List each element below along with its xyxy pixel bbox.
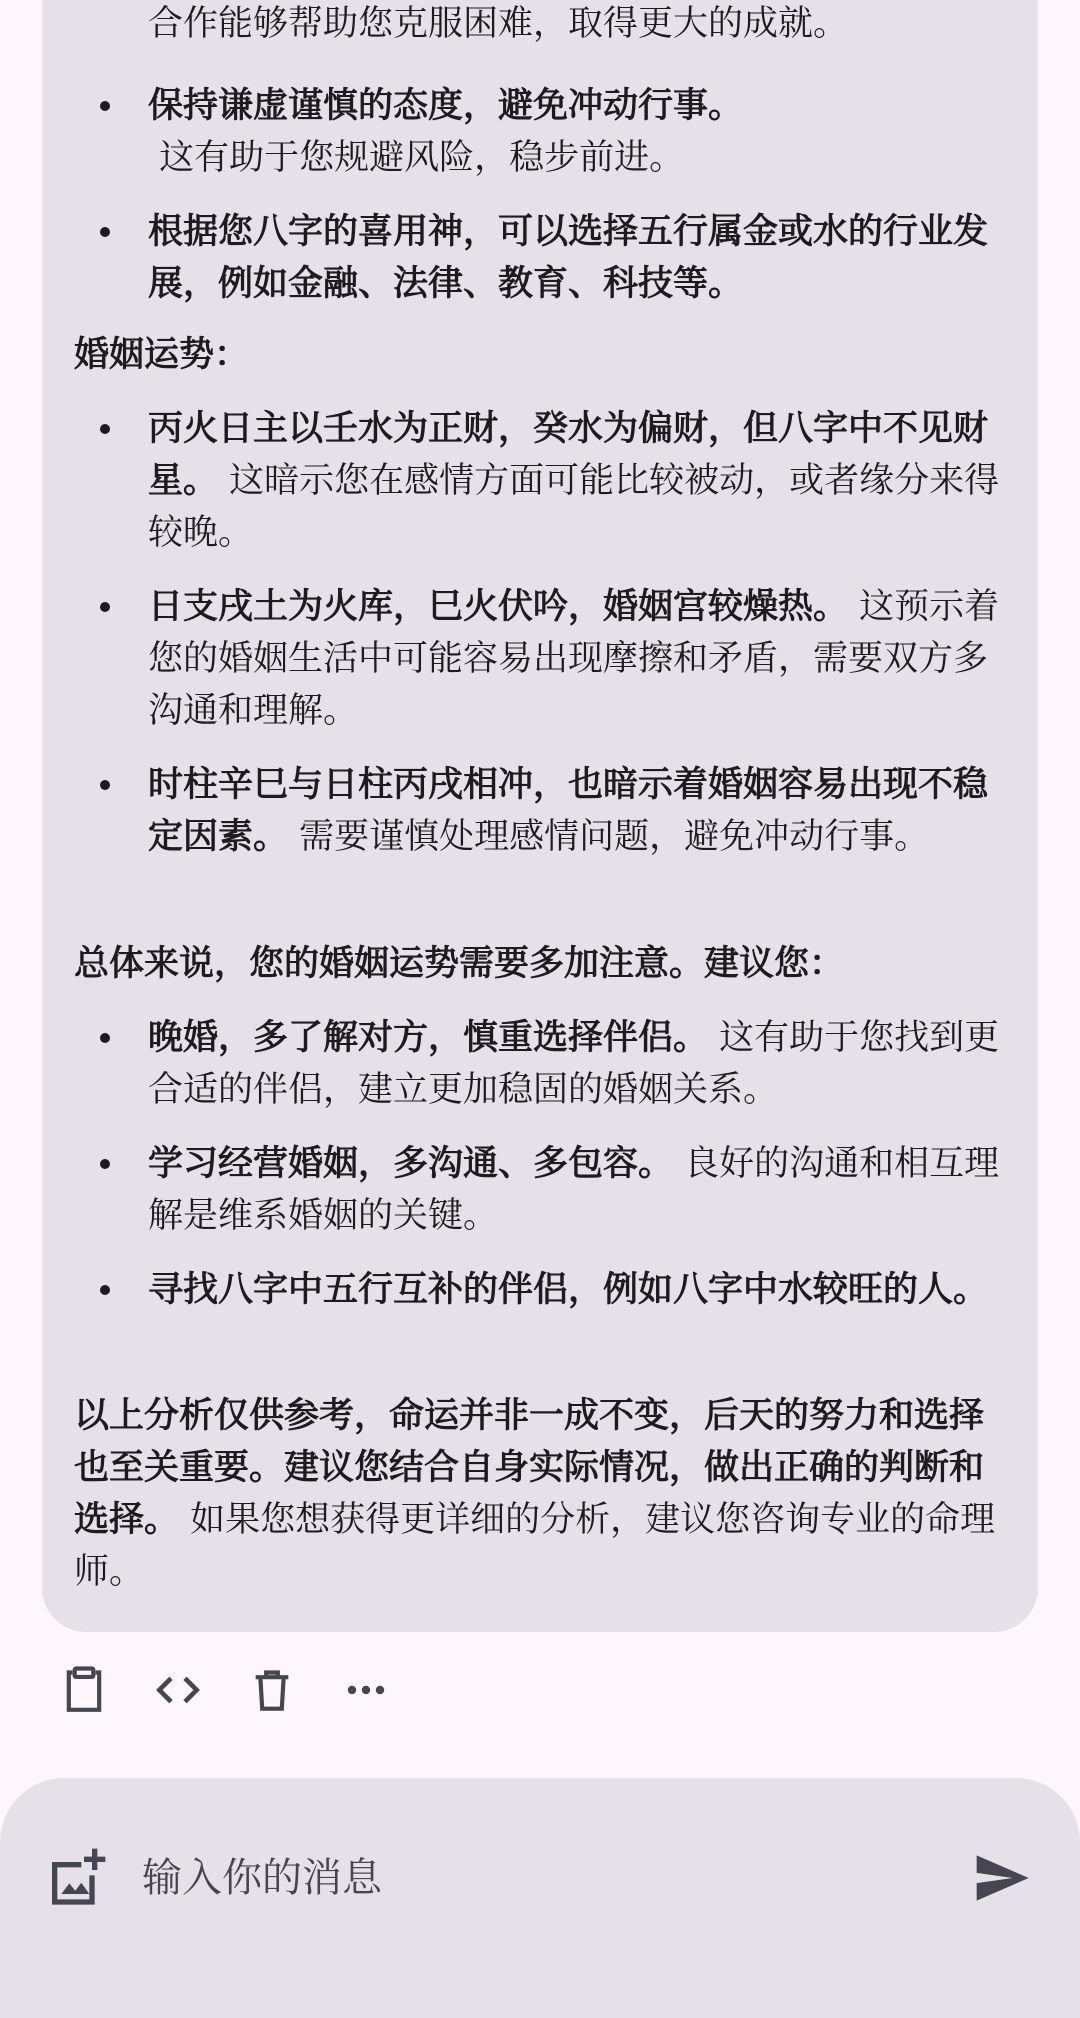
list-item-text: 需要谨慎处理感情问题，避免冲动行事。 — [288, 817, 930, 857]
list-item-bold: 根据您八字的喜用神，可以选择五行属金或水的行业发展，例如金融、法律、教育、科技等。 — [148, 212, 989, 304]
list-item-text: 这有助于您规避风险，稳步前进。 — [148, 138, 685, 178]
view-source-button[interactable] — [150, 1662, 206, 1718]
list-item — [74, 581, 1004, 737]
list-item — [74, 403, 1004, 559]
list-item-bold: 保持谦虚谨慎的态度，避免冲动行事。 — [148, 86, 744, 126]
list-item-bold: 晚婚，多了解对方，慎重选择伴侣。 — [148, 1018, 709, 1058]
marriage-list — [74, 403, 1004, 863]
delete-button[interactable] — [244, 1662, 300, 1718]
section-heading-marriage: 婚姻运势： — [74, 335, 250, 375]
bullet — [100, 780, 110, 790]
list-item — [74, 1264, 1004, 1316]
list-item-text: 良好的沟通和相互理解是维系婚姻的关键。 — [148, 1144, 1000, 1236]
send-icon — [970, 1846, 1034, 1910]
list-item-bold: 学习经营婚姻，多沟通、多包容。 — [148, 1144, 674, 1184]
list-item — [74, 1138, 1004, 1242]
list-item — [74, 1012, 1004, 1116]
list-item-bold: 时柱辛巳与日柱丙戌相冲，也暗示着婚姻容易出现不稳定因素。 — [148, 765, 989, 857]
bullet — [100, 1159, 110, 1169]
list-item-text: 这有助于您找到更合适的伴侣，建立更加稳固的婚姻关系。 — [148, 1018, 1000, 1110]
continuation-text: 合作能够帮助您克服困难，取得更大的成就。 — [148, 4, 849, 44]
list-item-bold: 丙火日主以壬水为正财，癸水为偏财，但八字中不见财星。 — [148, 409, 989, 501]
send-button[interactable] — [970, 1846, 1034, 1910]
conclusion-paragraph — [74, 1390, 1004, 1598]
list-item-text: 这预示着您的婚姻生活中可能容易出现摩擦和矛盾，需要双方多沟通和理解。 — [148, 587, 1000, 731]
list-item — [74, 759, 1004, 863]
message-composer — [0, 1778, 1080, 2018]
bullet — [100, 101, 110, 111]
copy-button[interactable] — [56, 1662, 112, 1718]
section-heading-advice: 总体来说，您的婚姻运势需要多加注意。建议您： — [74, 944, 845, 984]
list-item — [74, 206, 1004, 310]
bullet — [100, 602, 110, 612]
conclusion-text: 如果您想获得更详细的分析，建议您咨询专业的命理师。 — [74, 1500, 996, 1592]
conclusion-bold: 以上分析仅供参考，命运并非一成不变，后天的努力和选择也至关重要。建议您结合自身实际情况，做出正确的判断和选择。 — [74, 1396, 985, 1540]
advice-list — [74, 1012, 1004, 1316]
more-horizontal-icon — [338, 1662, 394, 1718]
message-input[interactable]: 输入你的消息 — [142, 1855, 382, 1901]
bullet — [100, 1033, 110, 1043]
code-icon — [150, 1662, 206, 1718]
bullet — [100, 424, 110, 434]
add-image-button[interactable] — [44, 1846, 108, 1910]
list-item-text: 这暗示您在感情方面可能比较被动，或者缘分来得较晚。 — [148, 461, 1000, 553]
list-item — [74, 80, 1004, 184]
clipboard-icon — [56, 1662, 112, 1718]
list-item-continuation — [148, 0, 1004, 50]
bullet — [100, 1285, 110, 1295]
message-actions — [56, 1662, 416, 1718]
trash-icon — [244, 1662, 300, 1718]
more-options-button[interactable] — [338, 1662, 394, 1718]
bullet — [100, 227, 110, 237]
list-item-bold: 寻找八字中五行互补的伴侣，例如八字中水较旺的人。 — [148, 1270, 989, 1310]
add-photo-icon — [44, 1846, 108, 1910]
career-list — [74, 80, 1004, 310]
list-item-bold: 日支戌土为火库，巳火伏吟，婚姻宫较燥热。 — [148, 587, 849, 627]
